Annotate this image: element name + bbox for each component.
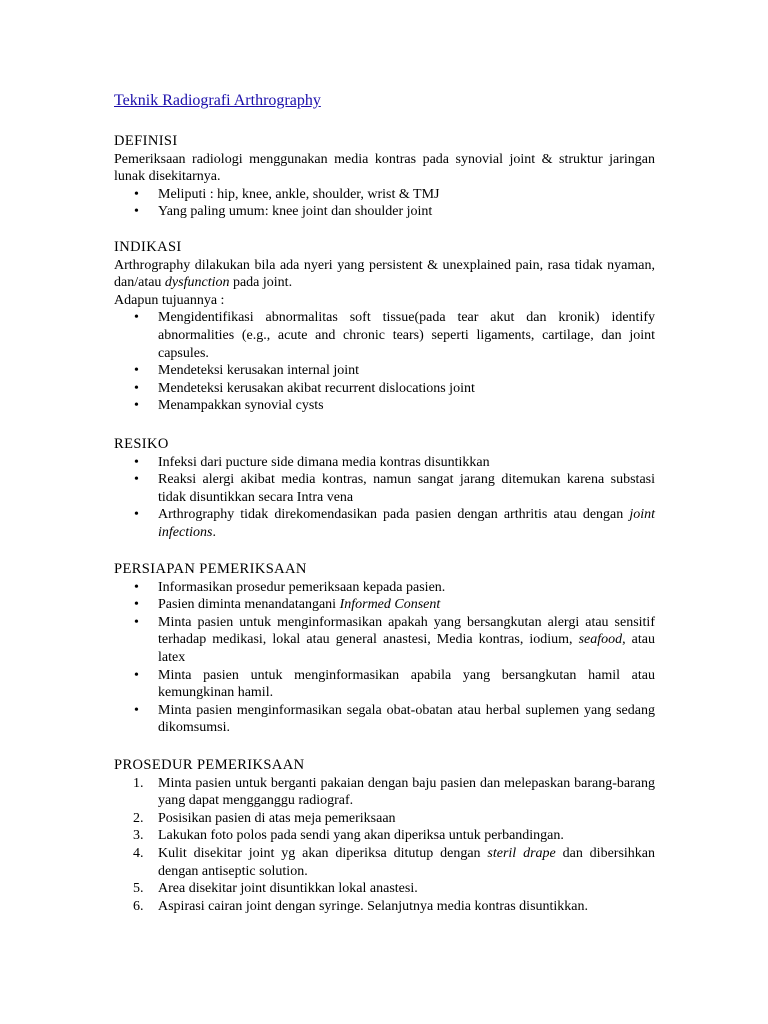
step-text: Posisikan pasien di atas meja pemeriksaan <box>158 810 396 826</box>
indikasi-heading: INDIKASI <box>114 239 182 255</box>
step-text: Area disekitar joint disuntikkan lokal anastesi. <box>158 881 418 897</box>
definisi-list <box>114 186 655 221</box>
definisi-paragraph: Pemeriksaan radiologi menggunakan media kontras pada synovial joint & struktur jaringan lunak disekitarnya. <box>114 151 655 185</box>
list-item <box>114 810 655 828</box>
prosedur-list <box>114 775 655 916</box>
list-item: • Minta pasien untuk menginformasikan apabila yang bersangkutan hamil atau kemungkinan hamil. <box>114 667 655 702</box>
text-span: Pasien diminta menandatangani <box>158 597 340 613</box>
list-item <box>114 614 655 667</box>
step-text: Lakukan foto polos pada sendi yang akan diperiksa untuk perbandingan. <box>158 828 564 844</box>
indikasi-subtitle: Adapun tujuannya : <box>114 292 225 308</box>
resiko-list <box>114 454 655 542</box>
indikasi-paragraph <box>114 257 655 292</box>
persiapan-heading: PERSIAPAN PEMERIKSAAN <box>114 561 307 577</box>
text-span: pada joint. <box>229 275 293 291</box>
list-item: • Infeksi dari pucture side dimana media kontras disuntikkan <box>114 454 655 472</box>
persiapan-section <box>114 561 655 737</box>
step-text: Aspirasi cairan joint dengan syringe. Selanjutnya media kontras disuntikkan. <box>158 898 589 914</box>
resiko-heading: RESIKO <box>114 436 169 452</box>
list-item: • Minta pasien menginformasikan segala obat-obatan atau herbal suplemen yang sedang dikomsumsi. <box>114 702 655 737</box>
text-span: , atau latex <box>158 632 655 665</box>
list-item: • Mendeteksi kerusakan akibat recurrent dislocations joint <box>114 380 655 398</box>
text-span: Minta pasien untuk menginformasikan apakah yang bersangkutan alergi atau sensitif terhadap medikasi, lokal atau general anastesi, Media kontras, iodium, <box>158 614 655 648</box>
step-text: Kulit disekitar joint yg akan diperiksa ditutup dengan <box>158 845 488 861</box>
definisi-heading: DEFINISI <box>114 133 178 149</box>
indikasi-section <box>114 239 655 415</box>
list-item <box>114 775 655 810</box>
step-number: 6. <box>133 898 144 914</box>
step-number: 2. <box>133 810 144 826</box>
italic-term: dysfunction <box>164 275 230 291</box>
list-item: • Mendeteksi kerusakan internal joint <box>114 362 655 380</box>
list-item <box>114 845 655 880</box>
resiko-section <box>114 436 655 542</box>
step-number: 5. <box>133 881 144 897</box>
italic-term: joint infections <box>158 507 655 540</box>
prosedur-heading: PROSEDUR PEMERIKSAAN <box>114 757 305 773</box>
step-text: dan dibersihkan dengan antiseptic solution. <box>158 845 655 879</box>
list-item <box>114 596 655 614</box>
list-item: • Reaksi alergi akibat media kontras, namun sangat jarang ditemukan karena substasi tidak disuntikkan secara Intra vena <box>114 471 655 506</box>
step-number: 4. <box>133 845 144 861</box>
step-text: Minta pasien untuk berganti pakaian dengan baju pasien dan melepaskan barang-barang yang dapat mengganggu radiograf. <box>158 775 655 809</box>
persiapan-list <box>114 579 655 737</box>
list-item: • Yang paling umum: knee joint dan shoulder joint <box>114 203 655 221</box>
italic-term: Informed Consent <box>339 597 441 613</box>
list-item <box>114 506 655 541</box>
document-title[interactable]: Teknik Radiografi Arthrography <box>114 92 321 109</box>
list-item: • Mengidentifikasi abnormalitas soft tissue(pada tear akut dan kronik) identify abnormalities (e.g., acute and chronic tears) seperti ligaments, cartilage, dan joint capsules. <box>114 309 655 362</box>
italic-term: seafood <box>578 632 623 648</box>
italic-term: steril drape <box>487 845 556 861</box>
list-item <box>114 827 655 845</box>
step-number: 3. <box>133 828 144 844</box>
text-span: . <box>212 524 216 540</box>
list-item: • Menampakkan synovial cysts <box>114 397 655 415</box>
list-item: • Meliputi : hip, knee, ankle, shoulder, wrist & TMJ <box>114 186 655 204</box>
indikasi-list <box>114 309 655 415</box>
text-span: Arthrography dilakukan bila ada nyeri yang persistent & unexplained pain, rasa tidak nyaman, dan/atau <box>114 257 655 291</box>
definisi-section <box>114 133 655 221</box>
list-item: • Informasikan prosedur pemeriksaan kepada pasien. <box>114 579 655 597</box>
prosedur-section <box>114 757 655 915</box>
step-number: 1. <box>133 775 144 791</box>
list-item <box>114 880 655 898</box>
list-item <box>114 898 655 916</box>
text-span: Arthrography tidak direkomendasikan pada pasien dengan arthritis atau dengan <box>158 507 630 523</box>
